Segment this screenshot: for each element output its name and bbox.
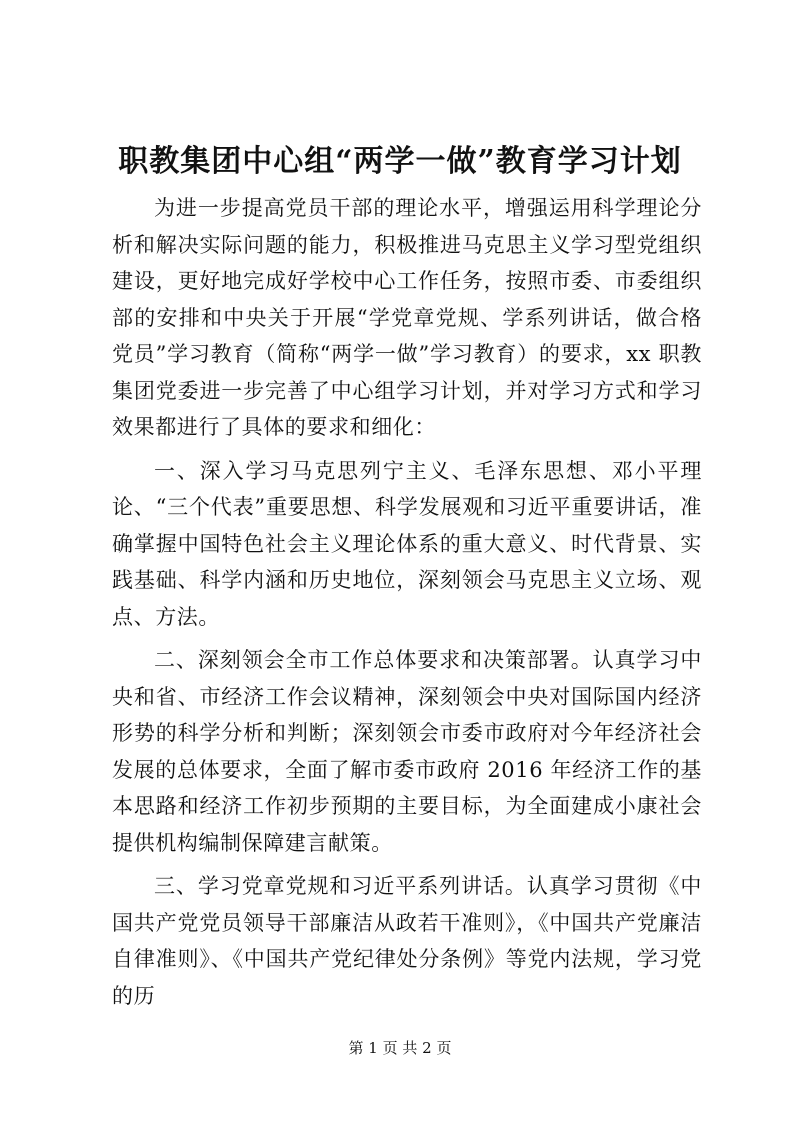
document-title: 职教集团中心组“两学一做”教育学习计划 — [118, 144, 682, 179]
section-two-paragraph: 二、深刻领会全市工作总体要求和决策部署。认真学习中央和省、市经济工作会议精神，深刻领会中央对国际国内经济形势的科学分析和判断；深刻领会市委市政府对今年经济社会发展的总体要求，全面了解市委市政府 2016 年经济工作的基本思路和经济工作初步预期的主要目标，为全面建成小康社会提供机构编制保障建言献策。 — [112, 648, 702, 855]
intro-paragraph: 为进一步提高党员干部的理论水平，增强运用科学理论分析和解决实际问题的能力，积极推进马克思主义学习型党组织建设，更好地完成好学校中心工作任务，按照市委、市委组织部的安排和中央关于开展“学党章党规、学系列讲话，做合格党员”学习教育（简称“两学一做”学习教育）的要求，xx 职教集团党委进一步完善了中心组学习计划，并对学习方式和学习效果都进行了具体的要求和细化： — [112, 196, 702, 439]
page-number-footer: 第 1 页 共 2 页 — [348, 1039, 452, 1057]
document-body — [112, 190, 702, 1014]
section-three-paragraph: 三、学习党章党规和习近平系列讲话。认真学习贯彻《中国共产党党员领导干部廉洁从政若干准则》，《中国共产党廉洁自律准则》、《中国共产党纪律处分条例》等党内法规，学习党的历 — [112, 874, 702, 1008]
section-one-paragraph: 一、深入学习马克思列宁主义、毛泽东思想、邓小平理论、“三个代表”重要思想、科学发展观和习近平重要讲话，准确掌握中国特色社会主义理论体系的重大意义、时代背景、实践基础、科学内涵和历史地位，深刻领会马克思主义立场、观点、方法。 — [112, 458, 702, 629]
